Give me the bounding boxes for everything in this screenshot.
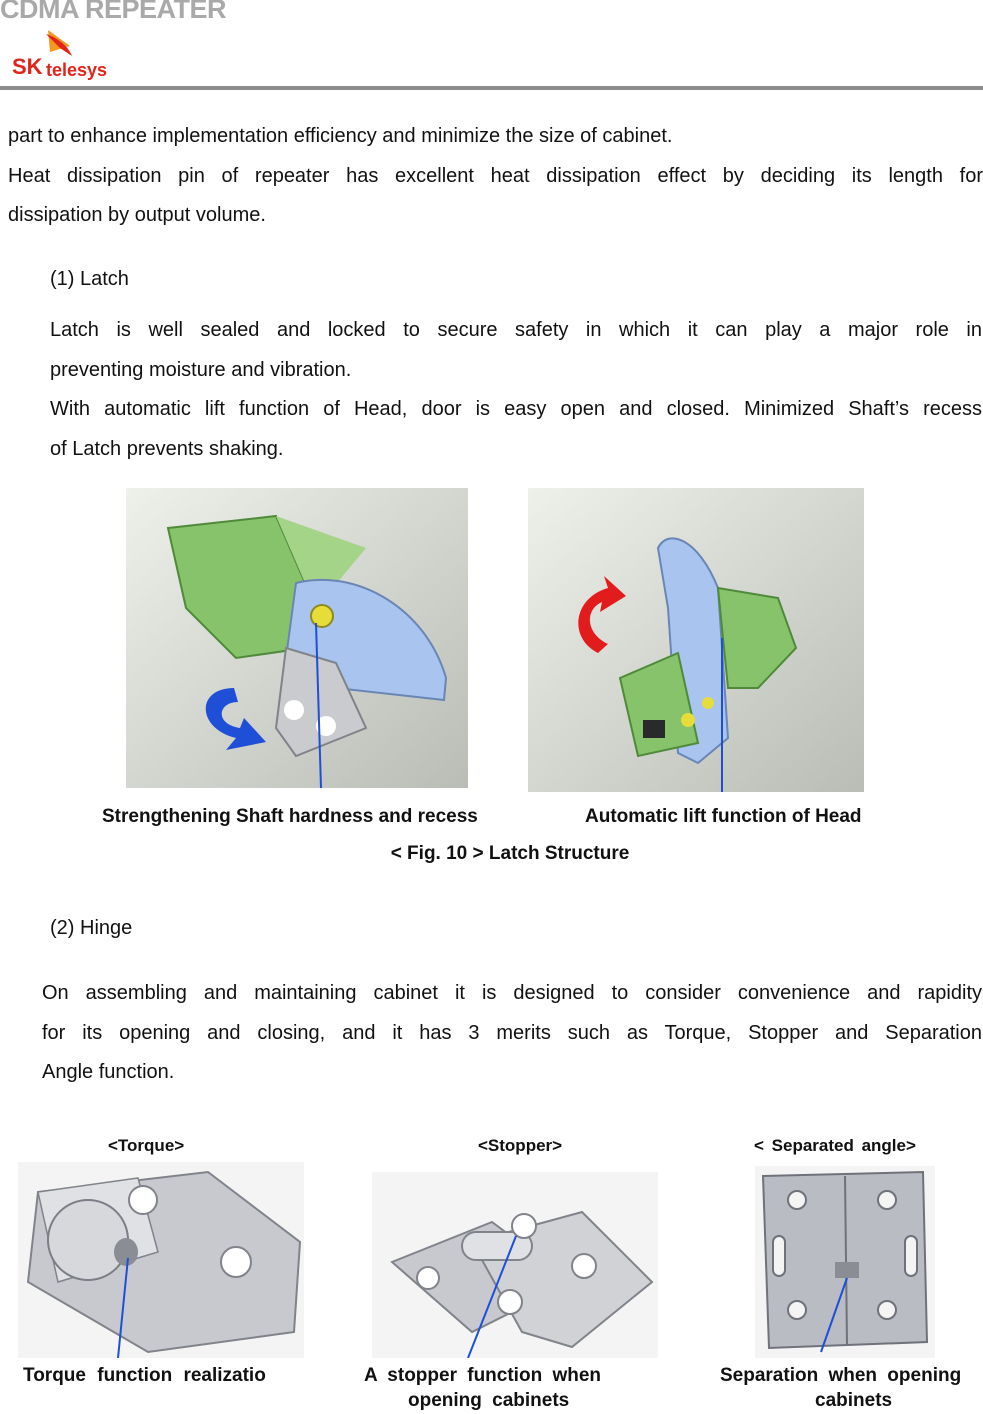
hinge-line-1: On assembling and maintaining cabinet it is designed to consider convenience and rapidity xyxy=(42,982,982,1004)
hinge-line-3: Angle function. xyxy=(42,1061,175,1083)
stopper-caption-2: opening cabinets xyxy=(408,1390,570,1411)
logo-sk-text: SK xyxy=(12,54,43,79)
latch-line-4: of Latch prevents shaking. xyxy=(50,438,284,460)
latch-caption-left: Strengthening Shaft hardness and recess xyxy=(102,806,478,827)
latch-shaft-figure xyxy=(126,488,468,788)
latch-line-2: preventing moisture and vibration. xyxy=(50,359,352,381)
latch-figure-caption: < Fig. 10 > Latch Structure xyxy=(390,843,630,864)
header-rule xyxy=(0,86,983,90)
angle-title: < Separated angle> xyxy=(754,1136,916,1155)
torque-title: <Torque> xyxy=(108,1136,185,1155)
latch-heading: (1) Latch xyxy=(50,268,129,290)
torque-hinge-figure xyxy=(18,1162,304,1358)
latch-caption-right: Automatic lift function of Head xyxy=(585,806,862,827)
hinge-line-2: for its opening and closing, and it has 3 merits such as Torque, Stopper and Separation xyxy=(42,1022,982,1044)
header-title: CDMA REPEATER xyxy=(0,0,227,24)
stopper-caption-1: A stopper function when xyxy=(364,1365,602,1386)
sk-logo-icon xyxy=(10,28,140,80)
latch-line-3: With automatic lift function of Head, door is easy open and closed. Minimized Shaft’s recess xyxy=(50,398,982,420)
intro-line-3: dissipation by output volume. xyxy=(8,204,266,226)
angle-caption-2: cabinets xyxy=(815,1390,893,1411)
latch-head-figure xyxy=(528,488,864,792)
angle-caption-1: Separation when opening xyxy=(720,1365,962,1386)
stopper-title: <Stopper> xyxy=(478,1136,563,1155)
hinge-heading: (2) Hinge xyxy=(50,917,133,939)
stopper-hinge-figure xyxy=(372,1172,658,1358)
intro-line-1: part to enhance implementation efficiency and minimize the size of cabinet. xyxy=(8,125,673,147)
torque-caption: Torque function realizatio xyxy=(23,1365,266,1386)
logo-telesys-text: telesys xyxy=(46,60,108,80)
intro-line-2: Heat dissipation pin of repeater has excellent heat dissipation effect by deciding its length for xyxy=(8,165,983,187)
latch-line-1: Latch is well sealed and locked to secure safety in which it can play a major role in xyxy=(50,319,982,341)
separated-angle-hinge-figure xyxy=(755,1166,935,1358)
